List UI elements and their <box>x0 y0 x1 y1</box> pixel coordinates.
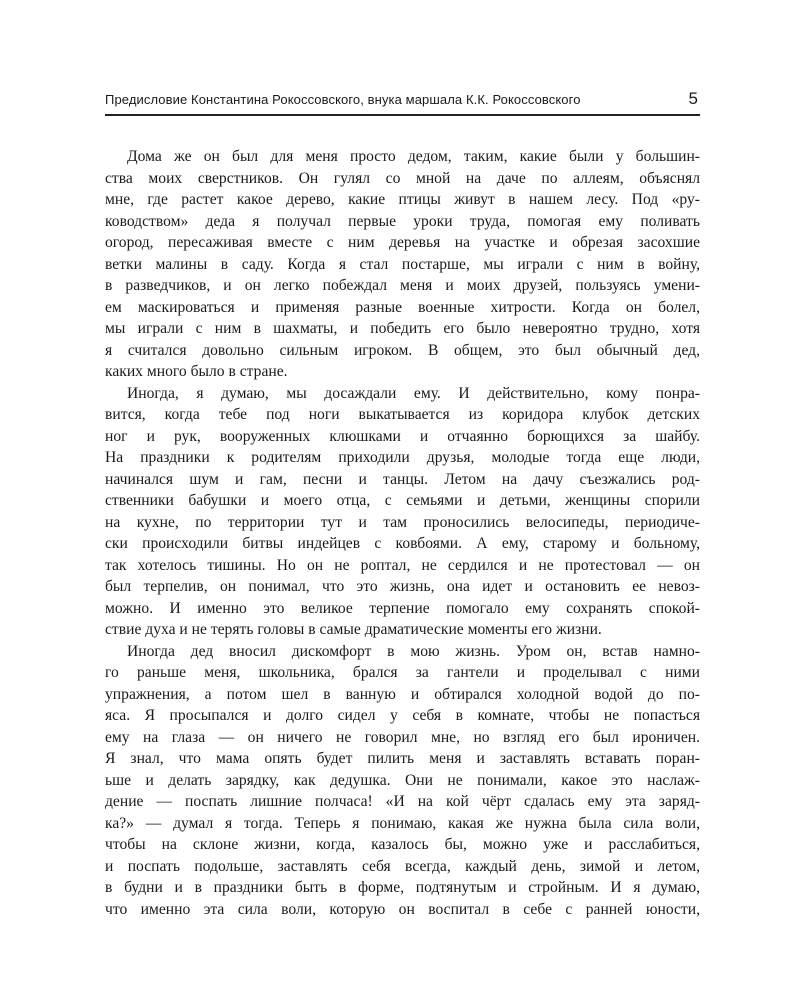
text-line: и поспать подольше, заставлять себя всегда, каждый день, зимой и летом, <box>105 857 700 875</box>
text-line: ему на глаза — он ничего не говорил мне, но взгляд его был ироничен. <box>105 728 700 746</box>
text-line: огород, пересаживая вместе с ним деревья на участке и обрезая засохшие <box>105 234 700 251</box>
text-line: каких много было в стране. <box>105 363 288 380</box>
body-text <box>105 146 700 920</box>
paragraph-3 <box>105 641 700 921</box>
text-line: Я знал, что мама опять будет пилить меня и заставлять вставать поран- <box>105 750 700 767</box>
text-line: ног и рук, вооруженных клюшками и отчаянно борющихся за шайбу. <box>105 427 700 445</box>
page-number: 5 <box>688 89 698 108</box>
header-rule <box>105 114 700 116</box>
text-line: Иногда дед вносил дискомфорт в мою жизнь. Уром он, встав намно- <box>127 642 700 660</box>
paragraph-1 <box>105 146 700 383</box>
text-line: ства моих сверстников. Он гулял со мной на даче по аллеям, объяснял <box>105 169 700 187</box>
text-line: упражнения, а потом шел в ванную и обтирался холодной водой до по- <box>105 685 700 703</box>
text-line: мне, где растет какое дерево, какие птицы живут в нашем лесу. Под «ру- <box>105 191 700 208</box>
text-line: я считался довольно сильным игроком. В общем, это был обычный дед, <box>105 341 700 359</box>
text-line: ководством» деда я получал первые уроки труда, помогая ему поливать <box>105 212 700 230</box>
text-line: в будни и в праздники быть в форме, подтянутым и стройным. И я думаю, <box>105 879 700 896</box>
text-line: Дома же он был для меня просто дедом, таким, какие были у большин- <box>127 148 700 165</box>
text-line: Иногда, я думаю, мы досаждали ему. И действительно, кому понра- <box>127 384 700 402</box>
running-header <box>105 88 700 112</box>
text-line: начинался шум и гам, песни и танцы. Летом на дачу съезжались род- <box>105 470 700 488</box>
text-line: ьше и делать зарядку, как дедушка. Они не понимали, какое это наслаж- <box>105 771 700 789</box>
text-line: ски происходили битвы индейцев с ковбоями. А ему, старому и больному, <box>105 535 700 552</box>
text-line: яса. Я просыпался и долго сидел у себя в комнате, чтобы не попасться <box>105 707 700 724</box>
text-line: вится, когда тебе под ноги выкатывается из коридора клубок детских <box>105 406 700 423</box>
text-line: ветки малины в саду. Когда я стал постарше, мы играли с ним в войну, <box>105 255 700 273</box>
text-line: мы играли с ним в шахматы, и победить его было невероятно трудно, хотя <box>105 320 700 337</box>
text-line: можно. И именно это великое терпение помогало ему сохранять спокой- <box>105 599 700 617</box>
text-line: так хотелось тишины. Но он не роптал, не сердился и не протестовал — он <box>105 556 700 574</box>
text-line: На праздники к родителям приходили друзья, молодые тогда еще люди, <box>105 449 700 466</box>
text-line: что именно эта сила воли, которую он воспитал в себе с ранней юности, <box>105 900 700 918</box>
text-line: го раньше меня, школьника, брался за гантели и проделывал с ними <box>105 664 700 681</box>
text-line: дение — поспать лишние полчаса! «И на кой чёрт сдалась ему эта заряд- <box>105 793 700 810</box>
text-line: ствие духа и не терять головы в самые драматические моменты его жизни. <box>105 621 602 638</box>
paragraph-2 <box>105 383 700 641</box>
text-line: ственники бабушки и моего отца, с семьями и детьми, женщины спорили <box>105 492 700 509</box>
text-line: ка?» — думал я тогда. Теперь я понимаю, какая же нужна была сила воли, <box>105 814 700 832</box>
text-line: был терпелив, он понимал, что это жизнь, она идет и остановить ее невоз- <box>105 578 700 595</box>
text-line: чтобы на склоне жизни, когда, казалось бы, можно уже и расслабиться, <box>105 836 700 853</box>
text-line: на кухне, по территории тут и там проносились велосипеды, периодиче- <box>105 513 700 531</box>
running-header-title: Предисловие Константина Рокоссовского, внука маршала К.К. Рокоссовского <box>105 92 581 107</box>
text-line: ем маскироваться и применяя разные военные хитрости. Когда он болел, <box>105 298 700 316</box>
text-line: в разведчиков, и он легко побеждал меня и моих друзей, пользуясь умени- <box>105 277 700 294</box>
